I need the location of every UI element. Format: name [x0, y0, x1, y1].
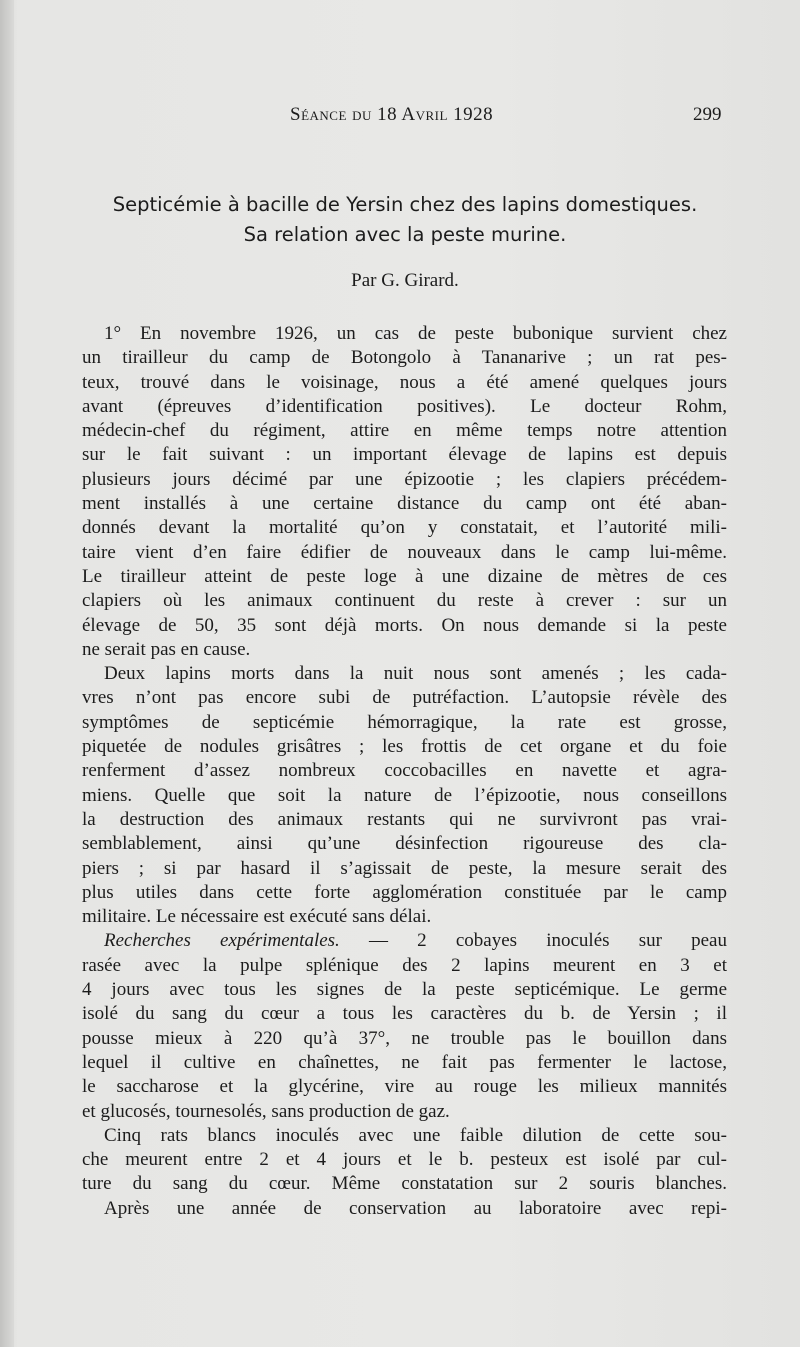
body-line: isolé du sang du cœur a tous les caractères du b. de Yersin ; il [82, 1003, 727, 1025]
body-line: ne serait pas en cause. [82, 638, 251, 660]
body-line: militaire. Le nécessaire est exécuté sans délai. [82, 906, 432, 928]
body-line: che meurent entre 2 et 4 jours et le b. pesteux est isolé par cul- [82, 1149, 727, 1171]
body-line: renferment d’assez nombreux coccobacilles en navette et agra- [82, 760, 727, 782]
body-line: ment installés à une certaine distance du camp ont été aban- [82, 493, 727, 515]
running-head [0, 104, 800, 132]
article-author: Par G. Girard. [351, 270, 459, 291]
article-body [82, 322, 727, 1221]
body-line: 4 jours avec tous les signes de la peste septicémique. Le germe [82, 979, 727, 1001]
body-line: lequel il cultive en chaînettes, ne fait pas fermenter le lactose, [82, 1051, 727, 1073]
body-line: élevage de 50, 35 sont déjà morts. On nous demande si la peste [82, 614, 727, 636]
body-line: Deux lapins morts dans la nuit nous sont amenés ; les cada- [104, 663, 727, 685]
body-line: sur le fait suivant : un important élevage de lapins est depuis [82, 444, 727, 466]
body-line: le saccharose et la glycérine, vire au rouge les milieux mannités [82, 1076, 727, 1098]
body-line: plusieurs jours décimé par une épizootie ; les clapiers précédem- [82, 468, 727, 490]
article-title [80, 190, 730, 250]
body-line: avant (épreuves d’identification positives). Le docteur Rohm, [82, 395, 727, 417]
body-line: clapiers où les animaux continuent du reste à crever : sur un [82, 590, 727, 612]
body-line: 1° En novembre 1926, un cas de peste bubonique survient chez [104, 323, 727, 344]
body-line: plus utiles dans cette forte agglomération constituée par le camp [82, 881, 727, 903]
body-line: et glucosés, tournesolés, sans production de gaz. [82, 1100, 450, 1122]
body-line: donnés devant la mortalité qu’on y constatait, et l’autorité mili- [82, 517, 727, 539]
body-line: teux, trouvé dans le voisinage, nous a été amené quelques jours [82, 371, 727, 393]
body-line: piquetée de nodules grisâtres ; les frottis de cet organe et du foie [82, 736, 727, 758]
body-line: rasée avec la pulpe splénique des 2 lapins meurent en 3 et [82, 954, 727, 976]
body-line: taire vient d’en faire édifier de nouveaux dans le camp lui-même. [82, 541, 727, 563]
body-line: médecin-chef du régiment, attire en même temps notre attention [82, 420, 727, 442]
page-number: 299 [693, 104, 722, 125]
body-line: miens. Quelle que soit la nature de l’épizootie, nous conseillons [82, 784, 727, 806]
body-line: semblablement, ainsi qu’une désinfection rigoureuse des cla- [82, 833, 727, 855]
body-line: vres n’ont pas encore subi de putréfaction. L’autopsie révèle des [82, 687, 727, 709]
running-title: Séance du 18 Avril 1928 [290, 104, 494, 125]
body-line: Cinq rats blancs inoculés avec une faible dilution de cette sou- [104, 1124, 727, 1146]
body-line: Le tirailleur atteint de peste loge à une dizaine de mètres de ces [82, 565, 727, 587]
body-line: Après une année de conservation au laboratoire avec repi- [104, 1197, 727, 1219]
body-line: symptômes de septicémie hémorragique, la rate est grosse, [82, 711, 727, 733]
body-line: un tirailleur du camp de Botongolo à Tananarive ; un rat pes- [82, 347, 727, 369]
body-line: pousse mieux à 220 qu’à 37°, ne trouble pas le bouillon dans [82, 1027, 727, 1049]
article-title-line-1: Septicémie à bacille de Yersin chez des lapins domestiques. [112, 193, 698, 216]
page-edge-shadow [0, 0, 14, 1347]
body-line-section-heading: Recherches expérimentales. — 2 cobayes inoculés sur peau [104, 930, 727, 952]
body-line: ture du sang du cœur. Même constatation sur 2 souris blanches. [82, 1173, 727, 1195]
article-title-line-2: Sa relation avec la peste murine. [243, 223, 567, 246]
body-line: la destruction des animaux restants qui ne survivront pas vrai- [82, 808, 727, 830]
body-line: piers ; si par hasard il s’agissait de peste, la mesure serait des [82, 857, 727, 879]
